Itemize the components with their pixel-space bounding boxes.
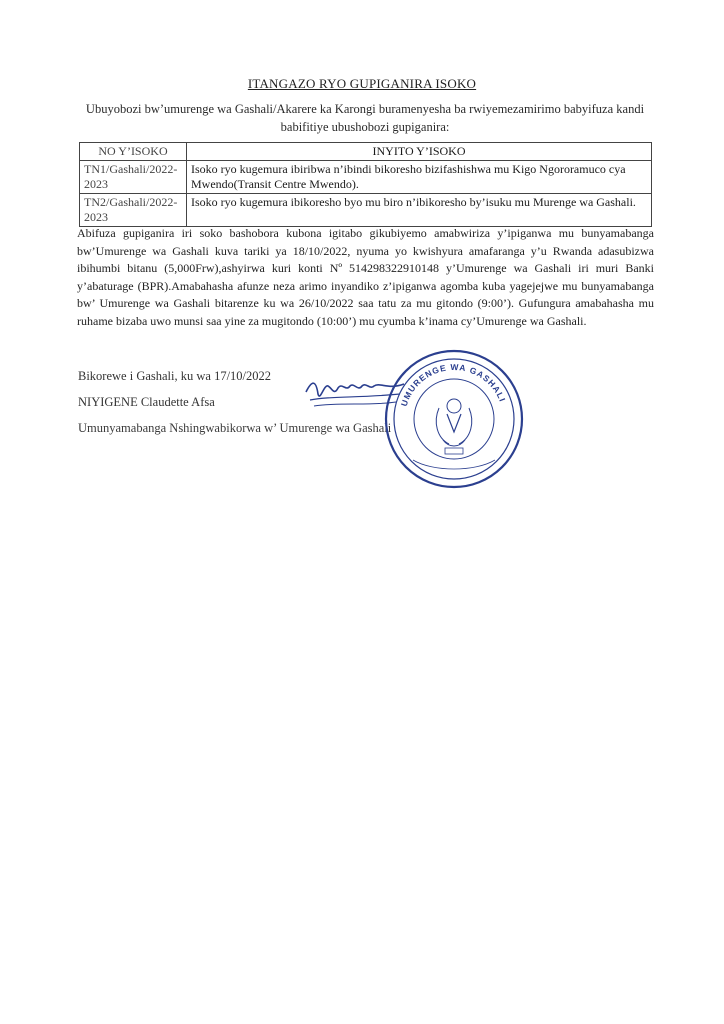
tender-number: TN1/Gashali/2022-2023 — [80, 161, 187, 194]
body-paragraph: Abifuza gupiganira iri soko bashobora kubona igitabo gikubiyemo amabwiriza y’ipiganwa mu bunyamabanga bw’Umurenge wa Gashali kuva tariki ya 18/10/2022, nyuma yo kwishyura amafaranga y’u Rwanda adasubizwa ibihumbi bitanu (5,000Frw),ashyirwa kuri konti Nº 514298322910148 y’Umurenge wa Gashali iri muri Banki y’abaturage (BPR).Amabahasha afunze neza arimo inyandiko z’ipiganwa agomba kuba yagejejwe mu bunyamabanga bw’ Umurenge wa Gashali bitarenze ku wa 26/10/2022 saa tatu za mu gitondo (9:00’). Gufungura amabahasha mu ruhame bizaba uwo munsi saa yine za mugitondo (10:00’) mu cyumba k’inama cy’Umurenge wa Gashali. — [77, 226, 654, 328]
header-tender-title: INYITO Y’ISOKO — [187, 143, 652, 161]
svg-text:UMURENGE WA GASHALI: UMURENGE WA GASHALI — [398, 361, 508, 408]
signer-name: NIYIGENE Claudette Afsa — [78, 395, 215, 409]
tender-table-header-row — [80, 143, 652, 161]
intro-paragraph: Ubuyobozi bw’umurenge wa Gashali/Akarere ka Karongi buramenyesha ba rwiyemezamirimo babyifuza kandi babifitiye ubushobozi gupiganira: — [85, 102, 645, 134]
tender-number: TN2/Gashali/2022-2023 — [80, 194, 187, 227]
header-tender-number: NO Y’ISOKO — [80, 143, 187, 161]
table-row — [80, 194, 652, 227]
tender-title: Isoko ryo kugemura ibiribwa n’ibindi bikoresho bizifashishwa mu Kigo Ngororamuco cya Mwendo(Transit Centre Mwendo). — [187, 161, 652, 194]
tender-table — [79, 142, 652, 227]
date-line: Bikorewe i Gashali, ku wa 17/10/2022 — [78, 369, 272, 383]
signer-role: Umunyamabanga Nshingwabikorwa w’ Umurenge wa Gashali — [78, 421, 392, 435]
table-row — [80, 161, 652, 194]
tender-title: Isoko ryo kugemura ibikoresho byo mu biro n’ibikoresho by’isuku mu Murenge wa Gashali. — [187, 194, 652, 227]
document-title: ITANGAZO RYO GUPIGANIRA ISOKO — [247, 76, 477, 91]
official-stamp — [383, 348, 525, 490]
